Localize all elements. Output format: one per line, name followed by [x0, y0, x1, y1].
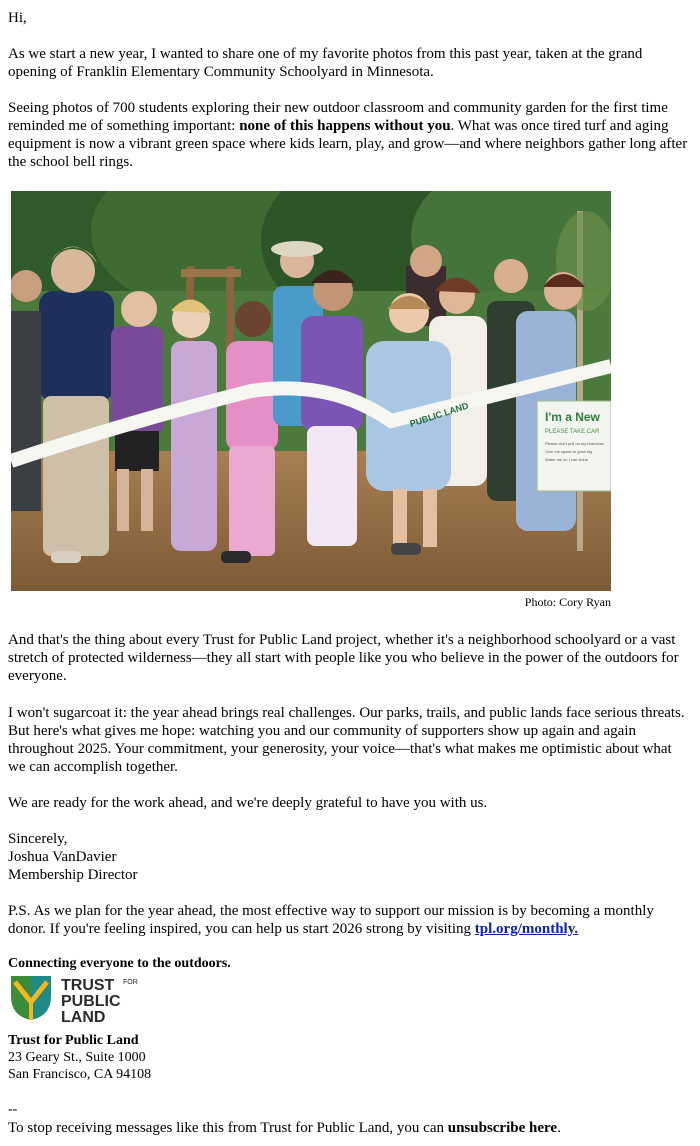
paragraph-challenges: I won't sugarcoat it: the year ahead brings real challenges. Our parks, trails, and public lands face serious threats. But here's what gives me hope: watching you and our community of supporters show up again and again throughout 2025. Your commitment, your generosity, your voice—that's what makes me optimistic about what we can accomplish together. [8, 705, 685, 775]
monthly-donor-link[interactable]: tpl.org/monthly. [474, 921, 579, 937]
paragraph-story: Seeing photos of 700 students exploring their new outdoor classroom and community garden for the first time reminded me of something important: none of this happens without you. What was once tired turf and aging equipment is now a vibrant green space where kids learn, play, and grow—and where neighbors gather long after the school bell rings. [8, 100, 688, 170]
ribbon-cutting-photo [11, 191, 611, 591]
paragraph-mission: And that's the thing about every Trust for Public Land project, whether it's a neighborhood schoolyard or a vast stretch of protected wilderness—they all start with people like you who believe in the power of the outdoors for everyone. [8, 632, 679, 684]
emphasis-text: none of this happens without you [239, 118, 451, 134]
sign-line-2: Give me space to grow big [545, 449, 593, 454]
logo-text-for: FOR [123, 979, 138, 986]
paragraph-intro: As we start a new year, I wanted to share one of my favorite photos from this past year, taken at the grand opening of Franklin Elementary Community Schoolyard in Minnesota. [8, 46, 643, 80]
photo-caption: Photo: Cory Ryan [524, 595, 611, 609]
footer-separator: -- [8, 1102, 18, 1117]
signature-block [8, 830, 692, 884]
closing: Sincerely, [8, 831, 68, 847]
unsubscribe-link[interactable]: unsubscribe here [447, 1120, 558, 1136]
logo-text-land: LAND [61, 1009, 106, 1026]
paragraph-gratitude: We are ready for the work ahead, and we're deeply grateful to have you with us. [8, 795, 488, 811]
sign-title: I'm a New [545, 410, 600, 424]
sign-line-3: Water me so I can shine [545, 457, 588, 462]
trust-for-public-land-logo [9, 972, 169, 1026]
sign-line-1: Please don't pull on my branches [545, 441, 604, 446]
footer-address [8, 1032, 692, 1083]
postscript: P.S. As we plan for the year ahead, the most effective way to support our mission is by becoming a monthly donor. If you're feeling inspired, you can help us start 2026 strong by visiting tpl.org/monthly. [8, 903, 654, 937]
logo-mark-icon [11, 976, 51, 1020]
unsubscribe-line: To stop receiving messages like this from Trust for Public Land, you can unsubscribe here. [8, 1120, 561, 1136]
address-line-2: San Francisco, CA 94108 [8, 1067, 152, 1082]
footer-tagline: Connecting everyone to the outdoors. [8, 956, 231, 971]
greeting: Hi, [8, 10, 27, 26]
logo-text-public: PUBLIC [61, 993, 121, 1010]
address-line-1: 23 Geary St., Suite 1000 [8, 1050, 146, 1065]
footer-org-name: Trust for Public Land [8, 1033, 139, 1048]
signer-name: Joshua VanDavier [8, 849, 117, 865]
ribbon-text: PUBLIC LAND [408, 400, 470, 429]
logo-text-trust: TRUST [61, 977, 115, 994]
sign-subtitle: PLEASE TAKE CAR [545, 429, 600, 435]
signer-title: Membership Director [8, 867, 138, 883]
